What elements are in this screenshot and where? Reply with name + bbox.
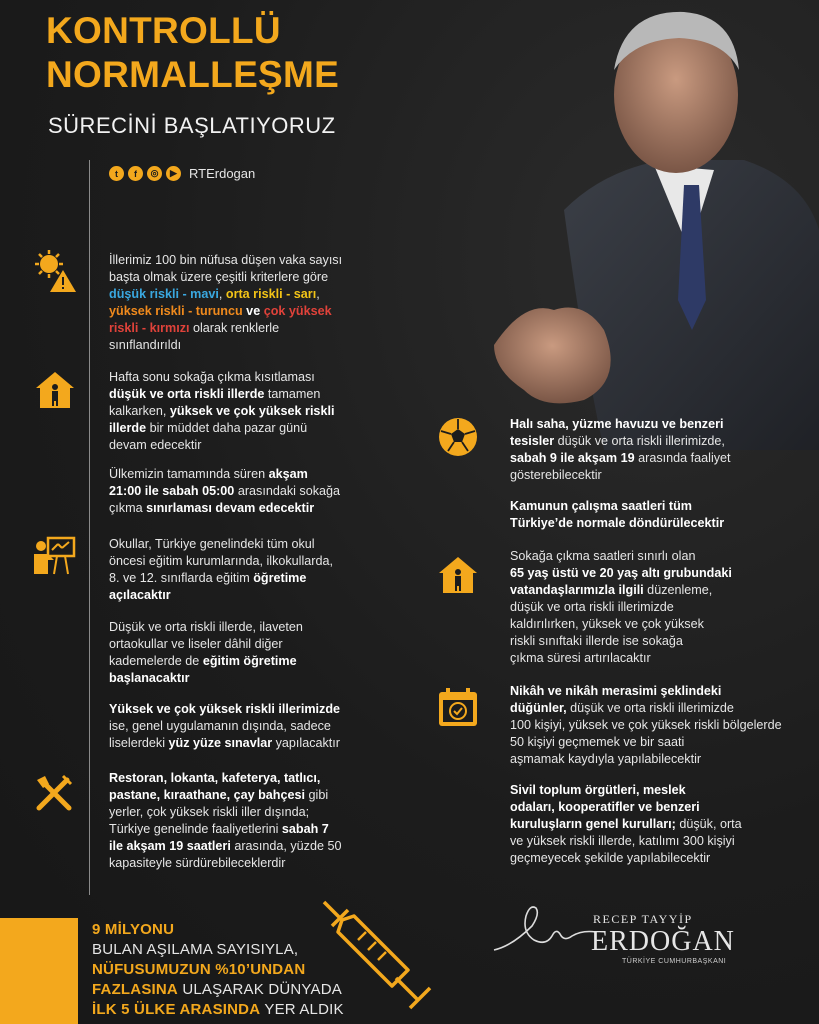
stay-home-elderly-icon bbox=[437, 555, 479, 595]
text-fragment: düşük ve orta riskli illerimizde, bbox=[554, 434, 725, 448]
text-line bbox=[109, 701, 409, 718]
bold-text: akşam bbox=[268, 467, 308, 481]
text-line: kaldırılırken, yüksek ve çok yüksek bbox=[510, 617, 704, 631]
text-line bbox=[510, 683, 815, 700]
text-line bbox=[510, 515, 810, 532]
text-line bbox=[92, 980, 344, 1000]
bold-text: Yüksek ve çok yüksek riskli illerimizde bbox=[109, 702, 341, 716]
fork-knife-icon bbox=[33, 772, 75, 814]
high-risk-label: yüksek riskli - turuncu bbox=[109, 304, 243, 318]
text-line bbox=[109, 570, 409, 587]
text-line bbox=[510, 498, 810, 515]
text-line bbox=[510, 416, 810, 433]
text-line bbox=[109, 466, 409, 483]
text-line: yerler, çok yüksek riskli iller dışında; bbox=[109, 805, 310, 819]
text-line bbox=[109, 587, 409, 604]
social-links bbox=[109, 166, 255, 181]
text-block-age-groups bbox=[510, 548, 810, 667]
text-fragment: arasındaki sokağa bbox=[234, 484, 341, 498]
text-block-exams bbox=[109, 701, 409, 752]
text-line: Düşük ve orta riskli illerde, ilaveten bbox=[109, 620, 303, 634]
bold-text: Kamunun çalışma saatleri tüm bbox=[510, 499, 692, 513]
text-block-weddings bbox=[510, 683, 815, 768]
text-line: öncesi eğitim kurumlarında, ilkokullarda, bbox=[109, 554, 333, 568]
text-block-weekend-curfew bbox=[109, 369, 409, 454]
text-block-general-assemblies bbox=[510, 782, 815, 867]
timeline-divider bbox=[89, 160, 90, 895]
text-line: düşük ve orta riskli illerimizde bbox=[510, 600, 674, 614]
signature-last-name: ERDOĞAN bbox=[591, 926, 735, 957]
bold-text: öğretime bbox=[253, 571, 307, 585]
text-line: çıkma süresi artırılacaktır bbox=[510, 651, 651, 665]
text-line bbox=[109, 838, 409, 855]
text-line: ortaokullar ve liseler dâhil diğer bbox=[109, 637, 283, 651]
signature-first-name: RECEP TAYYİP bbox=[593, 912, 693, 926]
football-icon bbox=[437, 416, 479, 458]
calendar-check-icon bbox=[437, 686, 479, 728]
text-line bbox=[109, 320, 409, 337]
bold-text: kuruluşların genel kurulları; bbox=[510, 817, 676, 831]
bold-text: vatandaşlarımızla ilgili bbox=[510, 583, 644, 597]
bold-text: 21:00 ile sabah 05:00 bbox=[109, 484, 235, 498]
bold-text: açılacaktır bbox=[109, 588, 171, 602]
bold-text: yüz yüze sınavlar bbox=[168, 736, 273, 750]
text-line: İllerimiz 100 bin nüfusa düşen vaka sayısı bbox=[109, 253, 343, 267]
text-line bbox=[109, 403, 409, 420]
text-line: aşmamak kaydıyla yapılabilecektir bbox=[510, 752, 702, 766]
accent-bar bbox=[0, 918, 78, 1024]
bold-text: Halı saha, yüzme havuzu ve benzeri bbox=[510, 417, 724, 431]
low-risk-label: düşük riskli - mavi bbox=[109, 287, 219, 301]
text-line bbox=[510, 799, 815, 816]
text-line bbox=[510, 565, 810, 582]
text-line bbox=[109, 770, 409, 787]
text-block-sports-facilities bbox=[510, 416, 810, 484]
bold-text: Restoran, lokanta, kafeterya, tatlıcı, bbox=[109, 771, 321, 785]
text-line bbox=[92, 1000, 344, 1020]
bold-text: tesisler bbox=[510, 434, 555, 448]
bold-text: pastane, kıraathane, çay bahçesi bbox=[109, 788, 306, 802]
text-line bbox=[510, 433, 810, 450]
text-line: Okullar, Türkiye genelindeki tüm okul bbox=[109, 537, 315, 551]
bold-text: ile akşam 19 saatleri bbox=[109, 839, 231, 853]
text-block-public-hours bbox=[510, 498, 810, 532]
text-line: başta olmak üzere çeşitli kriterlere göre bbox=[109, 270, 329, 284]
text-line bbox=[109, 821, 409, 838]
stay-home-icon bbox=[34, 370, 76, 410]
bold-text: sabah 7 bbox=[281, 822, 329, 836]
bold-text: illerde bbox=[109, 421, 147, 435]
text-line bbox=[109, 386, 409, 403]
medium-risk-label: orta riskli - sarı bbox=[225, 287, 317, 301]
bold-text: yüksek ve çok yüksek riskli bbox=[169, 404, 335, 418]
text-line bbox=[109, 500, 409, 517]
text-line bbox=[109, 420, 409, 437]
text-fragment: düşük ve orta riskli illerimizde bbox=[566, 701, 734, 715]
bold-text: eğitim öğretime bbox=[202, 654, 297, 668]
text-fragment: 8. ve 12. sınıflarda eğitim bbox=[109, 571, 254, 585]
instagram-icon[interactable]: ◎ bbox=[147, 166, 162, 181]
text-line bbox=[510, 582, 810, 599]
separator: , bbox=[316, 287, 320, 301]
text-line bbox=[109, 303, 409, 320]
text-line bbox=[109, 286, 409, 303]
text-line: 100 kişiyi, yüksek ve çok yüksek riskli bölgelerde bbox=[510, 718, 782, 732]
social-handle[interactable]: RTErdogan bbox=[189, 166, 256, 181]
text-fragment: Ülkemizin tamamında süren bbox=[109, 467, 269, 481]
bold-text: düşük ve orta riskli illerde bbox=[109, 387, 265, 401]
text-fragment: ULAŞARAK DÜNYADA bbox=[177, 981, 342, 998]
text-fragment: Türkiye genelinde faaliyetlerini bbox=[109, 822, 282, 836]
bold-text: odaları, kooperatifler ve benzeri bbox=[510, 800, 700, 814]
bold-text: Nikâh ve nikâh merasimi şeklindeki bbox=[510, 684, 722, 698]
text-line: gösterebilecektir bbox=[510, 468, 602, 482]
teacher-board-icon bbox=[32, 536, 76, 576]
text-fragment: düzenleme, bbox=[643, 583, 713, 597]
text-line: geçmeyecek şekilde yapılabilecektir bbox=[510, 851, 711, 865]
text-line bbox=[109, 735, 409, 752]
text-line: 9 MİLYONU bbox=[92, 921, 175, 938]
vaccination-statement bbox=[92, 920, 344, 1020]
text-line: devam edecektir bbox=[109, 438, 202, 452]
bold-text: sabah 9 ile akşam 19 bbox=[510, 451, 635, 465]
bold-text: Sivil toplum örgütleri, meslek bbox=[510, 783, 686, 797]
bold-text: İLK 5 ÜLKE ARASINDA bbox=[92, 1001, 261, 1018]
text-line: 50 kişiyi geçmemek ve bir saati bbox=[510, 735, 685, 749]
signature-title: TÜRKİYE CUMHURBAŞKANI bbox=[622, 958, 727, 965]
very-high-risk-label: çok yüksek bbox=[263, 304, 332, 318]
text-line: ise, genel uygulamanın dışında, sadece bbox=[109, 719, 331, 733]
text-fragment: çıkma bbox=[109, 501, 147, 515]
text-line bbox=[109, 483, 409, 500]
text-fragment: kalkarken, bbox=[109, 404, 170, 418]
text-block-restaurants bbox=[109, 770, 409, 872]
text-fragment: yapılacaktır bbox=[272, 736, 341, 750]
bold-text: düğünler, bbox=[510, 701, 567, 715]
separator: , bbox=[218, 287, 226, 301]
text-fragment: tamamen bbox=[264, 387, 321, 401]
text-line bbox=[510, 782, 815, 799]
text-line bbox=[109, 653, 409, 670]
text-line: ve yüksek riskli illerde, katılımı 300 kişiyi bbox=[510, 834, 735, 848]
text-fragment: arasında faaliyet bbox=[634, 451, 731, 465]
speaker-portrait bbox=[484, 0, 819, 450]
text-fragment: arasında, yüzde 50 bbox=[230, 839, 342, 853]
bold-text: FAZLASINA bbox=[92, 981, 178, 998]
very-high-risk-label-cont: riskli - kırmızı bbox=[109, 321, 190, 335]
syringe-icon bbox=[318, 896, 442, 1012]
subtitle: SÜRECİNİ BAŞLATIYORUZ bbox=[48, 113, 336, 138]
text-line: sınıflandırıldı bbox=[109, 338, 182, 352]
text-fragment: bir müddet daha pazar günü bbox=[146, 421, 308, 435]
text-block-risk-classification bbox=[109, 252, 409, 354]
text-line bbox=[109, 787, 409, 804]
bold-text: Türkiye’de normale döndürülecektir bbox=[510, 516, 725, 530]
text-line: Sokağa çıkma saatleri sınırlı olan bbox=[510, 549, 696, 563]
text-line bbox=[510, 450, 810, 467]
title-line-1: KONTROLLÜ bbox=[46, 10, 281, 51]
text-block-secondary-schools bbox=[109, 619, 409, 687]
text-line: BULAN AŞILAMA SAYISIYLA, bbox=[92, 941, 299, 958]
title-line-2: NORMALLEŞME bbox=[46, 54, 340, 95]
text-line bbox=[510, 700, 815, 717]
text-fragment: olarak renklerle bbox=[189, 321, 280, 335]
text-fragment: gibi bbox=[305, 788, 329, 802]
twitter-icon[interactable]: t bbox=[109, 166, 124, 181]
text-line bbox=[510, 816, 815, 833]
text-fragment: liselerdeki bbox=[109, 736, 169, 750]
virus-warning-icon bbox=[32, 248, 78, 294]
youtube-icon[interactable]: ▶ bbox=[166, 166, 181, 181]
text-line bbox=[109, 670, 409, 687]
signature-mark bbox=[492, 896, 602, 956]
text-line: Hafta sonu sokağa çıkma kısıtlaması bbox=[109, 370, 315, 384]
conjunction: ve bbox=[242, 304, 264, 318]
bold-text: başlanacaktır bbox=[109, 671, 190, 685]
facebook-icon[interactable]: f bbox=[128, 166, 143, 181]
bold-text: 65 yaş üstü ve 20 yaş altı grubundaki bbox=[510, 566, 732, 580]
bold-text: sınırlaması devam edecektir bbox=[146, 501, 315, 515]
text-block-schools bbox=[109, 536, 409, 604]
text-fragment: kademelerde de bbox=[109, 654, 203, 668]
text-line: kapasiteyle sürdürebileceklerdir bbox=[109, 856, 286, 870]
text-line: riskli sınıftaki illerde ise sokağa bbox=[510, 634, 683, 648]
text-fragment: YER ALDIK bbox=[260, 1001, 344, 1018]
text-line: NÜFUSUMUZUN %10’UNDAN bbox=[92, 961, 306, 978]
text-fragment: düşük, orta bbox=[675, 817, 742, 831]
text-block-night-curfew bbox=[109, 466, 409, 517]
